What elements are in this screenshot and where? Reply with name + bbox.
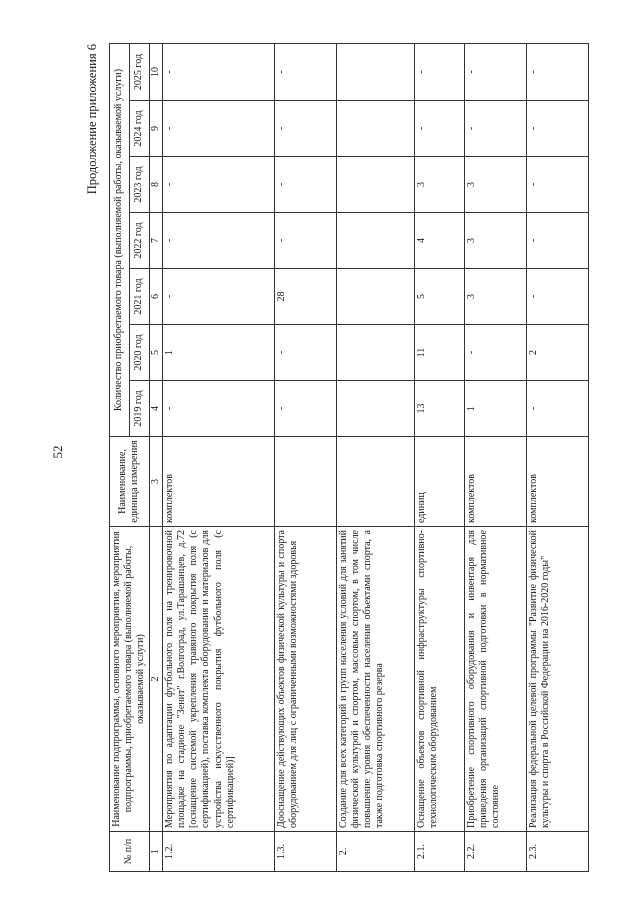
table-row: [274, 43, 336, 871]
row-value: -: [526, 101, 588, 157]
row-value: 28: [274, 269, 336, 325]
row-number: 2.2.: [464, 832, 526, 872]
row-unit: комплектов: [526, 437, 588, 527]
row-value: -: [274, 213, 336, 269]
table-row: [414, 43, 464, 871]
row-unit: комплектов: [464, 437, 526, 527]
row-value: -: [464, 101, 526, 157]
row-value: -: [162, 269, 274, 325]
row-value: -: [162, 43, 274, 100]
row-value: [336, 101, 414, 157]
row-value: -: [526, 213, 588, 269]
header-quantity-group: Количество приобретаемого товара (выполняемой работы, оказываемой услуги): [110, 43, 130, 436]
column-number: 10: [149, 43, 162, 100]
table-row: [526, 43, 588, 871]
continuation-title: Продолжение приложения 6: [85, 44, 99, 195]
row-number: 2.1.: [414, 832, 464, 872]
row-value: 11: [414, 325, 464, 381]
row-value: 13: [414, 381, 464, 437]
table-row: [162, 43, 274, 871]
row-value: -: [464, 43, 526, 100]
row-value: 4: [414, 213, 464, 269]
row-value: -: [162, 101, 274, 157]
column-number: 3: [149, 437, 162, 527]
row-value: [336, 213, 414, 269]
row-value: -: [162, 381, 274, 437]
table-row: [336, 43, 414, 871]
row-value: [336, 381, 414, 437]
header-year: 2021 год: [129, 269, 149, 325]
row-value: [336, 157, 414, 213]
row-unit: единиц: [414, 437, 464, 527]
column-number: 6: [149, 269, 162, 325]
row-value: 3: [414, 157, 464, 213]
row-name: Создание для всех категорий и групп населения условий для занятий физической культурой и спортом, массовым спортом, в том числе повышение уровня обеспеченности населения объектами спорта, а также подготовка спортивного резерва: [336, 527, 414, 832]
row-value: [336, 325, 414, 381]
quantity-table: [109, 43, 589, 872]
row-name: Реализация федеральной целевой программы "Развитие физической культуры и спорта в Российской Федерации на 2016-2020 годы": [526, 527, 588, 832]
header-num: № п/п: [110, 832, 150, 872]
row-value: -: [464, 325, 526, 381]
row-value: -: [162, 157, 274, 213]
row-number: 1.2.: [162, 832, 274, 872]
row-value: 3: [464, 269, 526, 325]
row-value: -: [526, 269, 588, 325]
header-year: 2022 год: [129, 213, 149, 269]
row-name: Дооснащение действующих объектов физической культуры и спорта оборудованием для лиц с ограниченными возможностями здоровья: [274, 527, 336, 832]
header-year: 2020 год: [129, 325, 149, 381]
column-number: 7: [149, 213, 162, 269]
page-number: 52: [50, 445, 65, 459]
row-value: [336, 43, 414, 100]
rotated-document-sheet: [85, 44, 610, 872]
row-value: -: [162, 213, 274, 269]
column-number: 5: [149, 325, 162, 381]
row-value: -: [274, 381, 336, 437]
row-value: -: [526, 157, 588, 213]
header-name: Наименование подпрограммы, основного мероприятия, мероприятия подпрограммы, приобретаемого товара (выполняемой работы, оказываемой услуги): [110, 527, 150, 832]
column-number: 2: [149, 527, 162, 832]
row-unit: [274, 437, 336, 527]
header-row: [110, 43, 130, 871]
row-value: 1: [464, 381, 526, 437]
header-year: 2025 год: [129, 43, 149, 100]
row-value: -: [274, 101, 336, 157]
column-numbers-row: [149, 43, 162, 871]
row-value: -: [414, 101, 464, 157]
row-value: -: [414, 43, 464, 100]
header-year: 2023 год: [129, 157, 149, 213]
row-value: -: [526, 43, 588, 100]
row-value: -: [274, 157, 336, 213]
row-number: 2.: [336, 832, 414, 872]
row-value: [336, 269, 414, 325]
row-unit: комплектов: [162, 437, 274, 527]
column-number: 9: [149, 101, 162, 157]
row-value: 5: [414, 269, 464, 325]
row-number: 2.3.: [526, 832, 588, 872]
column-number: 8: [149, 157, 162, 213]
header-unit: Наименование, единица измерения: [110, 437, 150, 527]
row-value: 3: [464, 213, 526, 269]
header-year: 2019 год: [129, 381, 149, 437]
row-value: -: [274, 325, 336, 381]
row-value: 3: [464, 157, 526, 213]
row-unit: [336, 437, 414, 527]
row-name: Приобретение спортивного оборудования и инвентаря для приведения организаций спортивной подготовки в нормативное состояние: [464, 527, 526, 832]
column-number: 1: [149, 832, 162, 872]
row-value: 1: [162, 325, 274, 381]
row-value: -: [526, 381, 588, 437]
header-year: 2024 год: [129, 101, 149, 157]
row-value: -: [274, 43, 336, 100]
row-name: Мероприятия по адаптации футбольного поля на тренировочной площадке на стадионе "Зенит" г.Волгоград, ул.Тарашанцев, д.72 [оснащение системой укрепления травяного покрытия поля (с сертификацией), поставка комплекта оборудования и материалов для устройства искусственного покрытия футбольного поля (с сертификацией)]: [162, 527, 274, 832]
table-row: [464, 43, 526, 871]
column-number: 4: [149, 381, 162, 437]
row-value: 2: [526, 325, 588, 381]
row-number: 1.3.: [274, 832, 336, 872]
row-name: Оснащение объектов спортивной инфраструктуры спортивно-технологическим оборудованием: [414, 527, 464, 832]
